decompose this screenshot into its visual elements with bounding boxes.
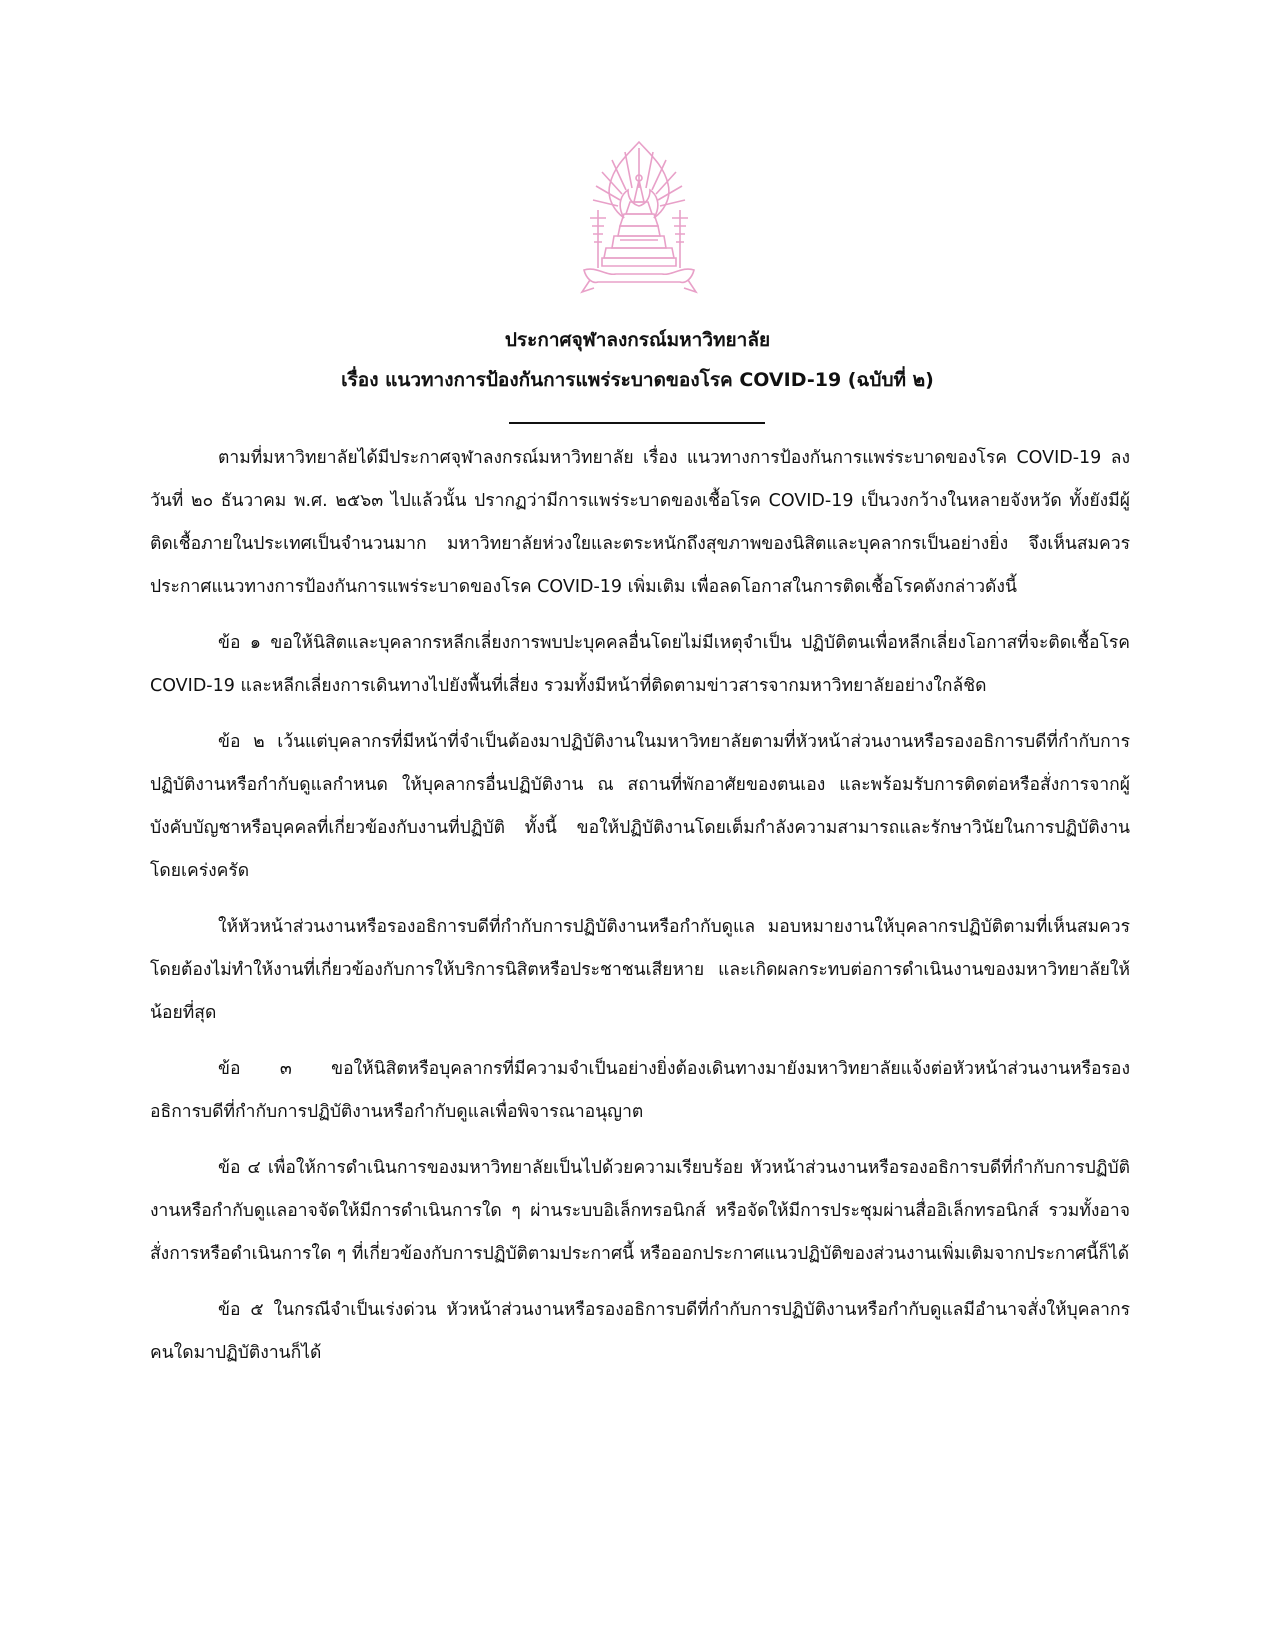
paragraph-text: ข้อ ๒ เว้นแต่บุคลากรที่มีหน้าที่จำเป็นต้องมาปฏิบัติงานในมหาวิทยาลัยตามที่หัวหน้าส่วนงานหรือรองอธิการบดีที่กำกับการปฏิบัติงานหรือกำกับดูแลกำหนด ให้บุคลากรอื่นปฏิบัติงาน ณ สถานที่พักอาศัยของตนเอง และพร้อมรับการติดต่อหรือสั่งการจากผู้บังคับบัญชาหรือบุคคลที่เกี่ยวข้องกับงานที่ปฏิบัติ ทั้งนี้ ขอให้ปฏิบัติงานโดยเต็มกำลังความสามารถและรักษาวินัยในการปฏิบัติงานโดยเคร่งครัด [150, 732, 1130, 881]
title-divider [509, 422, 765, 424]
announcement-title-block [150, 320, 1125, 400]
paragraph-clause-2-continued [150, 906, 1130, 1035]
paragraph-text: ข้อ ๕ ในกรณีจำเป็นเร่งด่วน หัวหน้าส่วนงานหรือรองอธิการบดีที่กำกับการปฏิบัติงานหรือกำกับดูแลมีอำนาจสั่งให้บุคลากรคนใดมาปฏิบัติงานก็ได้ [150, 1300, 1130, 1363]
paragraph-preamble [150, 437, 1130, 609]
paragraph-text: ให้หัวหน้าส่วนงานหรือรองอธิการบดีที่กำกับการปฏิบัติงานหรือกำกับดูแล มอบหมายงานให้บุคลากรปฏิบัติตามที่เห็นสมควร โดยต้องไม่ทำให้งานที่เกี่ยวข้องกับการให้บริการนิสิตหรือประชาชนเสียหาย และเกิดผลกระทบต่อการดำเนินงานของมหาวิทยาลัยให้น้อยที่สุด [150, 917, 1130, 1023]
paragraph-text: ตามที่มหาวิทยาลัยได้มีประกาศจุฬาลงกรณ์มหาวิทยาลัย เรื่อง แนวทางการป้องกันการแพร่ระบาดของโรค COVID-19 ลงวันที่ ๒๐ ธันวาคม พ.ศ. ๒๕๖๓ ไปแล้วนั้น ปรากฏว่ามีการแพร่ระบาดของเชื้อโรค COVID-19 เป็นวงกว้างในหลายจังหวัด ทั้งยังมีผู้ติดเชื้อภายในประเทศเป็นจำนวนมาก มหาวิทยาลัยห่วงใยและตระหนักถึงสุขภาพของนิสิตและบุคลากรเป็นอย่างยิ่ง จึงเห็นสมควรประกาศแนวทางการป้องกันการแพร่ระบาดของโรค COVID-19 เพิ่มเติม เพื่อลดโอกาสในการติดเชื้อโรคดังกล่าวดังนี้ [150, 448, 1130, 597]
paragraph-clause-5 [150, 1289, 1130, 1375]
announcement-title: ประกาศจุฬาลงกรณ์มหาวิทยาลัย [504, 329, 771, 351]
phra-kiao-emblem-icon [576, 140, 702, 300]
announcement-subject: เรื่อง แนวทางการป้องกันการแพร่ระบาดของโรค COVID-19 (ฉบับที่ ๒) [341, 369, 934, 391]
announcement-body [150, 437, 1130, 1388]
paragraph-text: ข้อ ๓ ขอให้นิสิตหรือบุคลากรที่มีความจำเป็นอย่างยิ่งต้องเดินทางมายังมหาวิทยาลัยแจ้งต่อหัวหน้าส่วนงานหรือรองอธิการบดีที่กำกับการปฏิบัติงานหรือกำกับดูแลเพื่อพิจารณาอนุญาต [150, 1059, 1130, 1122]
paragraph-clause-3 [150, 1048, 1130, 1134]
paragraph-text: ข้อ ๔ เพื่อให้การดำเนินการของมหาวิทยาลัยเป็นไปด้วยความเรียบร้อย หัวหน้าส่วนงานหรือรองอธิการบดีที่กำกับการปฏิบัติงานหรือกำกับดูแลอาจจัดให้มีการดำเนินการใด ๆ ผ่านระบบอิเล็กทรอนิกส์ หรือจัดให้มีการประชุมผ่านสื่ออิเล็กทรอนิกส์ รวมทั้งอาจสั่งการหรือดำเนินการใด ๆ ที่เกี่ยวข้องกับการปฏิบัติตามประกาศนี้ หรือออกประกาศแนวปฏิบัติของส่วนงานเพิ่มเติมจากประกาศนี้ก็ได้ [150, 1158, 1130, 1264]
paragraph-clause-2 [150, 721, 1130, 893]
paragraph-text: ข้อ ๑ ขอให้นิสิตและบุคลากรหลีกเลี่ยงการพบปะบุคคลอื่นโดยไม่มีเหตุจำเป็น ปฏิบัติตนเพื่อหลีกเลี่ยงโอกาสที่จะติดเชื้อโรค COVID-19 และหลีกเลี่ยงการเดินทางไปยังพื้นที่เสี่ยง รวมทั้งมีหน้าที่ติดตามข่าวสารจากมหาวิทยาลัยอย่างใกล้ชิด [150, 633, 1130, 696]
paragraph-clause-1 [150, 622, 1130, 708]
university-emblem [576, 140, 702, 300]
paragraph-clause-4 [150, 1147, 1130, 1276]
